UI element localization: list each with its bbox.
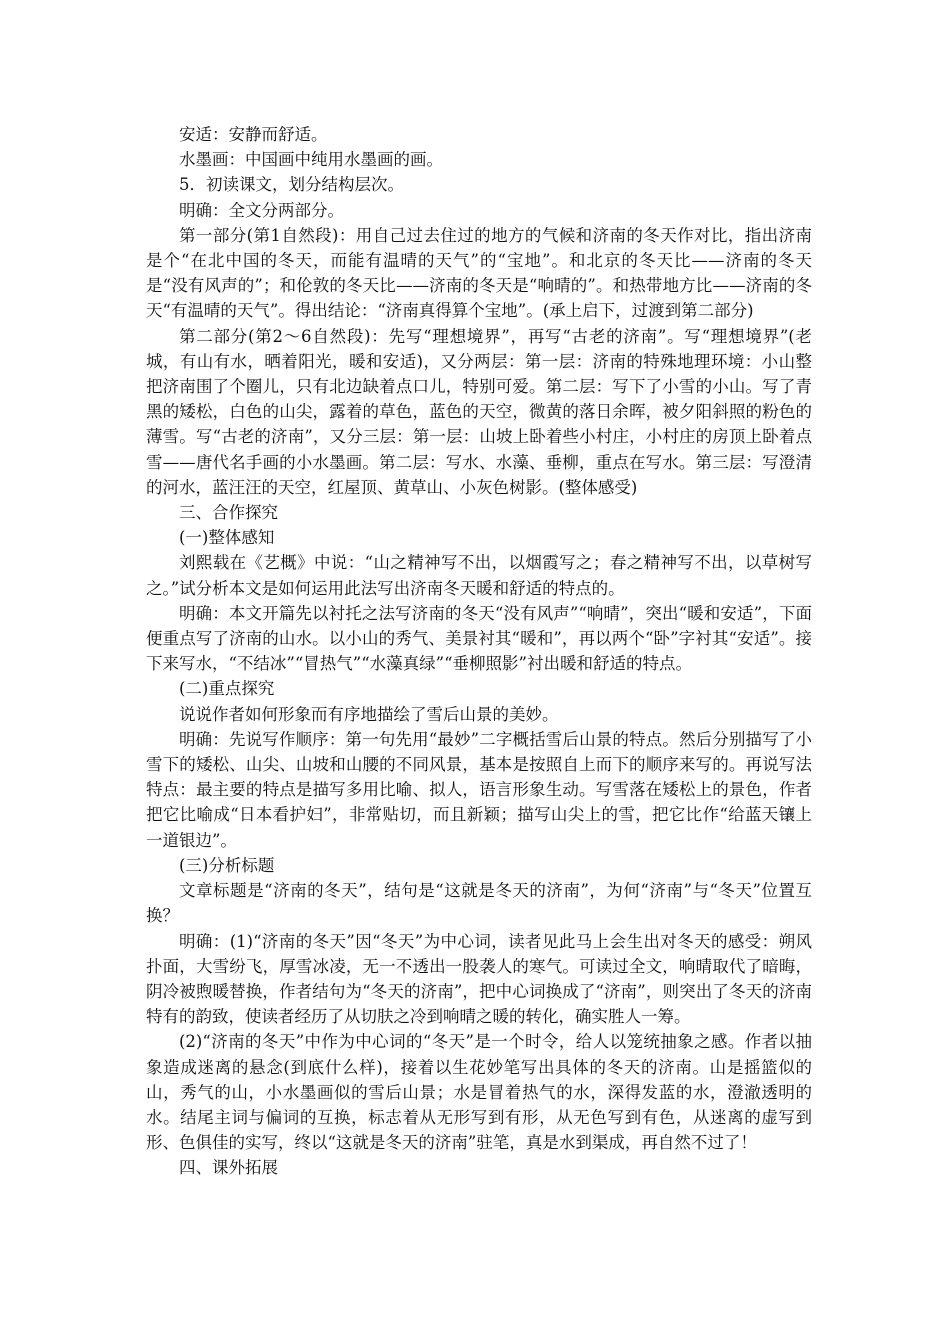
paragraph-anshi-definition: 安适：安静而舒适。 <box>179 125 328 144</box>
subheading-title-analysis: (三)分析标题 <box>179 855 275 875</box>
paragraph-shuimohua-definition: 水墨画：中国画中纯用水墨画的画。 <box>179 150 443 170</box>
paragraph-liu-xizai-question: 刘熙载在《艺概》中说：“山之精神写不出，以烟霞写之；春之精神写不出，以草树写之。”试分析本文是如何运用此法写出济南冬天暖和舒适的特点的。 <box>146 553 812 598</box>
paragraph-task-5: 5．初读课文，划分结构层次。 <box>179 175 404 195</box>
heading-extension: 四、课外拓展 <box>179 1158 278 1178</box>
paragraph-part-one: 第一部分(第1自然段)：用自己过去住过的地方的气候和济南的冬天作对比，指出济南是个“在北中国的冬天，而能有温晴的天气”的“宝地”。和北京的冬天比——济南的冬天是“没有风声的”；和伦敦的冬天比——济南的冬天是“响晴的”。和热带地方比——济南的冬天“有温晴的天气”。得出结论：“济南真得算个宝地”。(承上启下，过渡到第二部分) <box>146 225 812 321</box>
paragraph-title-question: 文章标题是“济南的冬天”，结句是“这就是冬天的济南”，为何“济南”与“冬天”位置互换？ <box>146 881 812 926</box>
paragraph-answer-contrast: 明确：本文开篇先以衬托之法写济南的冬天“没有风声”“响晴”，突出“暖和安适”，下面便重点写了济南的山水。以小山的秀气、美景衬其“暖和”，再以两个“卧”字衬其“安适”。接下来写水，“不结冰”“冒热气”“水藻真绿”“垂柳照影”衬出暖和舒适的特点。 <box>146 603 812 674</box>
subheading-overall-perception: (一)整体感知 <box>179 528 275 548</box>
paragraph-answer-title-1: 明确：(1)“济南的冬天”因“冬天”为中心词，读者见此马上会生出对冬天的感受：朔风扑面，大雪纷飞，厚雪冰凌，无一不透出一股袭人的寒气。可读过全文，响晴取代了暗晦，阴冷被煦暖替换，作者结句为“冬天的济南”，把中心词换成了“济南”，则突出了冬天的济南特有的韵致，使读者经历了从切肤之冷到响晴之暖的转化，确实胜人一筹。 <box>146 931 812 1027</box>
paragraph-answer-writing-order: 明确：先说写作顺序：第一句先用“最妙”二字概括雪后山景的特点。然后分别描写了小雪下的矮松、山尖、山坡和山腰的不同风景，基本是按照自上而下的顺序来写的。再说写法特点：最主要的特点是描写多用比喻、拟人，语言形象生动。写雪落在矮松上的景色，作者把它比喻成“日本看护妇”，非常贴切，而且新颖；描写山尖上的雪，把它比作“给蓝天镶上一道银边”。 <box>146 729 812 850</box>
heading-cooperative-inquiry: 三、合作探究 <box>179 503 278 523</box>
subheading-key-inquiry: (二)重点探究 <box>179 679 275 699</box>
document-body <box>146 122 812 1181</box>
paragraph-answer-title-2: (2)“济南的冬天”中作为中心词的“冬天”是一个时令，给人以笼统抽象之感。作者以抽象造成迷离的悬念(到底什么样)，接着以生花妙笔写出具体的冬天的济南。山是摇篮似的山，秀气的山，小水墨画似的雪后山景；水是冒着热气的水，深得发蓝的水，澄澈透明的水。结尾主词与偏词的互换，标志着从无形写到有形，从无色写到有色，从迷离的虚写到形、色俱佳的实写，终以“这就是冬天的济南”驻笔，真是水到渠成，再自然不过了！ <box>146 1032 812 1153</box>
paragraph-answer-structure: 明确：全文分两部分。 <box>179 200 344 220</box>
paragraph-part-two: 第二部分(第2～6自然段)：先写“理想境界”，再写“古老的济南”。写“理想境界”(老城，有山有水，晒着阳光，暖和安适)，又分两层：第一层：济南的特殊地理环境：小山整把济南围了个圈儿，只有北边缺着点口儿，特别可爱。第二层：写下了小雪的小山。写了青黑的矮松，白色的山尖，露着的草色，蓝色的天空，微黄的落日余晖，被夕阳斜照的粉色的薄雪。写“古老的济南”，又分三层：第一层：山坡上卧着些小村庄，小村庄的房顶上卧着点雪——唐代名手画的小水墨画。第二层：写水、水藻、垂柳，重点在写水。第三层：写澄清的河水，蓝汪汪的天空，红屋顶、黄草山、小灰色树影。(整体感受) <box>146 326 812 497</box>
paragraph-snow-mountain-question: 说说作者如何形象而有序地描绘了雪后山景的美妙。 <box>179 704 559 724</box>
